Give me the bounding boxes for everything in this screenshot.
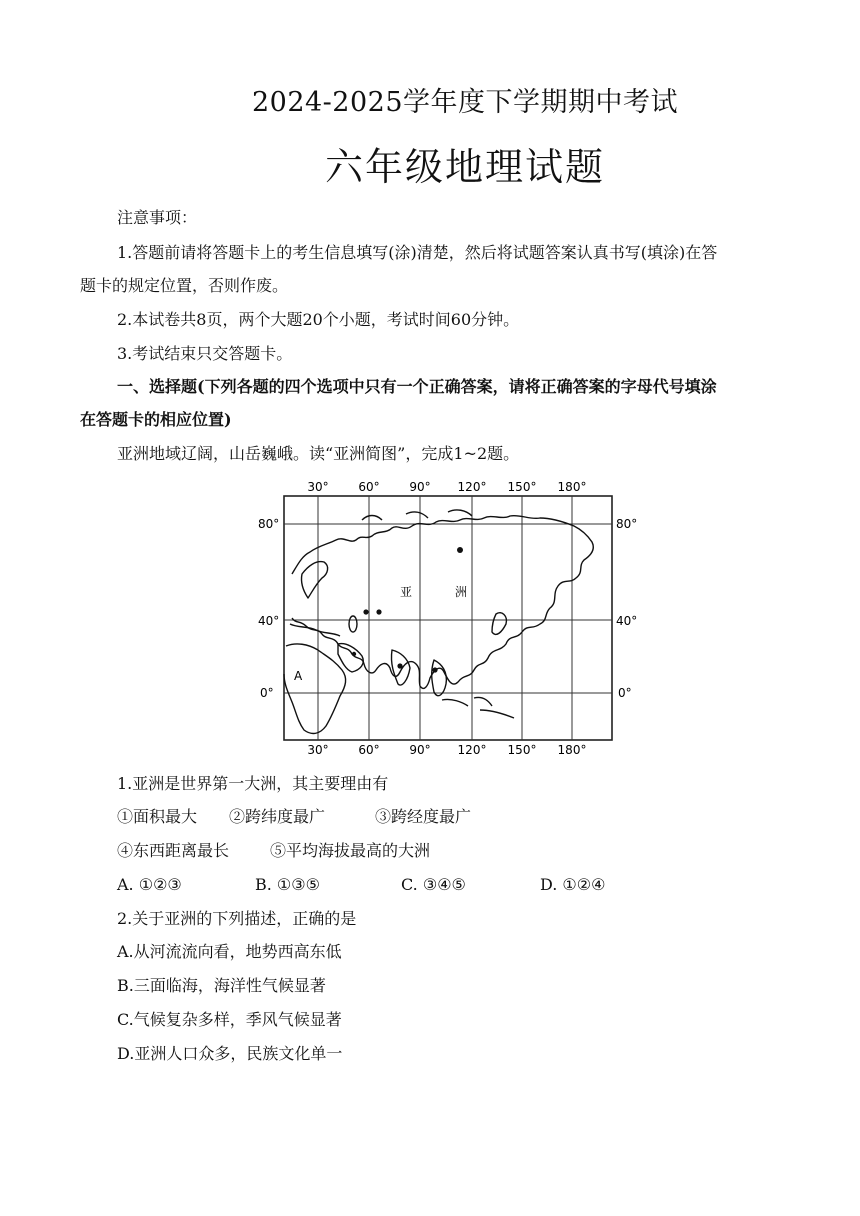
lon-label-bottom-30: 30° xyxy=(307,743,329,757)
q2-choice-c: C.气候复杂多样，季风气候显著 xyxy=(117,1010,342,1029)
lat-label-left-80: 80° xyxy=(258,517,280,531)
q2-choice-b: B.三面临海，海洋性气候显著 xyxy=(117,976,326,995)
lon-label-bottom-180: 180° xyxy=(557,743,587,757)
q1-option-3: ③跨经度最广 xyxy=(375,807,472,826)
map-label-ya: 亚 xyxy=(400,585,413,599)
caspian-sea xyxy=(349,616,357,632)
scandinavia-coastline xyxy=(301,562,327,598)
coastlines xyxy=(284,510,593,734)
q2-choice-d: D.亚洲人口众多，民族文化单一 xyxy=(117,1044,343,1063)
lon-label-bottom-60: 60° xyxy=(358,743,380,757)
section-heading-line-2: 在答题卡的相应位置) xyxy=(80,410,232,429)
africa-coastline xyxy=(284,644,346,734)
lon-label-top-90: 90° xyxy=(409,480,431,494)
mediterranean-coastline xyxy=(290,624,340,636)
intro-text: 亚洲地域辽阔，山岳巍峨。读“亚洲简图”，完成1~2题。 xyxy=(117,444,520,463)
subject-title: 六年级地理试题 xyxy=(324,145,605,189)
indonesia-coastline xyxy=(442,697,514,718)
note-item-2: 2.本试卷共8页，两个大题20个小题，考试时间60分钟。 xyxy=(117,310,520,329)
lon-label-top-60: 60° xyxy=(358,480,380,494)
map-label-a: A xyxy=(294,669,303,683)
q2-choice-a: A.从河流流向看，地势西高东低 xyxy=(117,942,342,961)
lat-label-left-40: 40° xyxy=(258,614,280,628)
exam-title: 2024-2025学年度下学期期中考试 xyxy=(251,87,679,118)
indochina-coastline xyxy=(432,660,447,696)
note-item-1-line-1: 1.答题前请将答题卡上的考生信息填写(涂)清楚，然后将试题答案认真书写(填涂)在答 xyxy=(117,243,718,262)
q1-choice-a: A. ①②③ xyxy=(117,875,182,894)
asia-map xyxy=(252,474,642,764)
q1-option-4: ④东西距离最长 xyxy=(117,841,230,860)
lat-label-right-80: 80° xyxy=(616,517,638,531)
q1-choice-d: D. ①②④ xyxy=(540,875,606,894)
japan-coastline xyxy=(492,613,506,635)
lon-label-bottom-90: 90° xyxy=(409,743,431,757)
q1-option-1: ①面积最大 xyxy=(117,807,198,826)
lat-label-right-0: 0° xyxy=(618,686,632,700)
city-point xyxy=(376,609,381,614)
note-item-1-line-2: 题卡的规定位置，否则作废。 xyxy=(80,276,289,295)
section-heading-line-1: 一、选择题(下列各题的四个选项中只有一个正确答案，请将正确答案的字母代号填涂 xyxy=(117,377,717,396)
lat-label-right-40: 40° xyxy=(616,614,638,628)
q1-option-5: ⑤平均海拔最高的大洲 xyxy=(270,841,431,860)
city-point xyxy=(363,609,368,614)
arctic-islands-coastline xyxy=(362,510,472,520)
notes-heading: 注意事项： xyxy=(117,208,198,227)
lon-label-top-180: 180° xyxy=(557,480,587,494)
lon-label-bottom-120: 120° xyxy=(457,743,487,757)
arabia-coastline xyxy=(338,644,363,672)
lon-label-top-120: 120° xyxy=(457,480,487,494)
note-item-3: 3.考试结束只交答题卡。 xyxy=(117,344,293,363)
city-point xyxy=(432,667,437,672)
eurasia-coastline xyxy=(292,516,593,689)
city-points xyxy=(352,547,463,673)
graticule xyxy=(284,496,612,740)
lon-label-bottom-150: 150° xyxy=(507,743,537,757)
city-point xyxy=(397,663,402,668)
q1-choice-c: C. ③④⑤ xyxy=(401,875,466,894)
city-point xyxy=(457,547,463,553)
map-frame xyxy=(284,496,612,740)
lon-label-top-150: 150° xyxy=(507,480,537,494)
lon-label-top-30: 30° xyxy=(307,480,329,494)
city-point xyxy=(352,652,356,656)
q1-stem: 1.亚洲是世界第一大洲，其主要理由有 xyxy=(117,774,389,793)
map-label-zhou: 洲 xyxy=(455,585,468,599)
q2-stem: 2.关于亚洲的下列描述，正确的是 xyxy=(117,909,357,928)
q1-choice-b: B. ①③⑤ xyxy=(255,875,320,894)
lat-label-left-0: 0° xyxy=(260,686,274,700)
q1-option-2: ②跨纬度最广 xyxy=(229,807,326,826)
